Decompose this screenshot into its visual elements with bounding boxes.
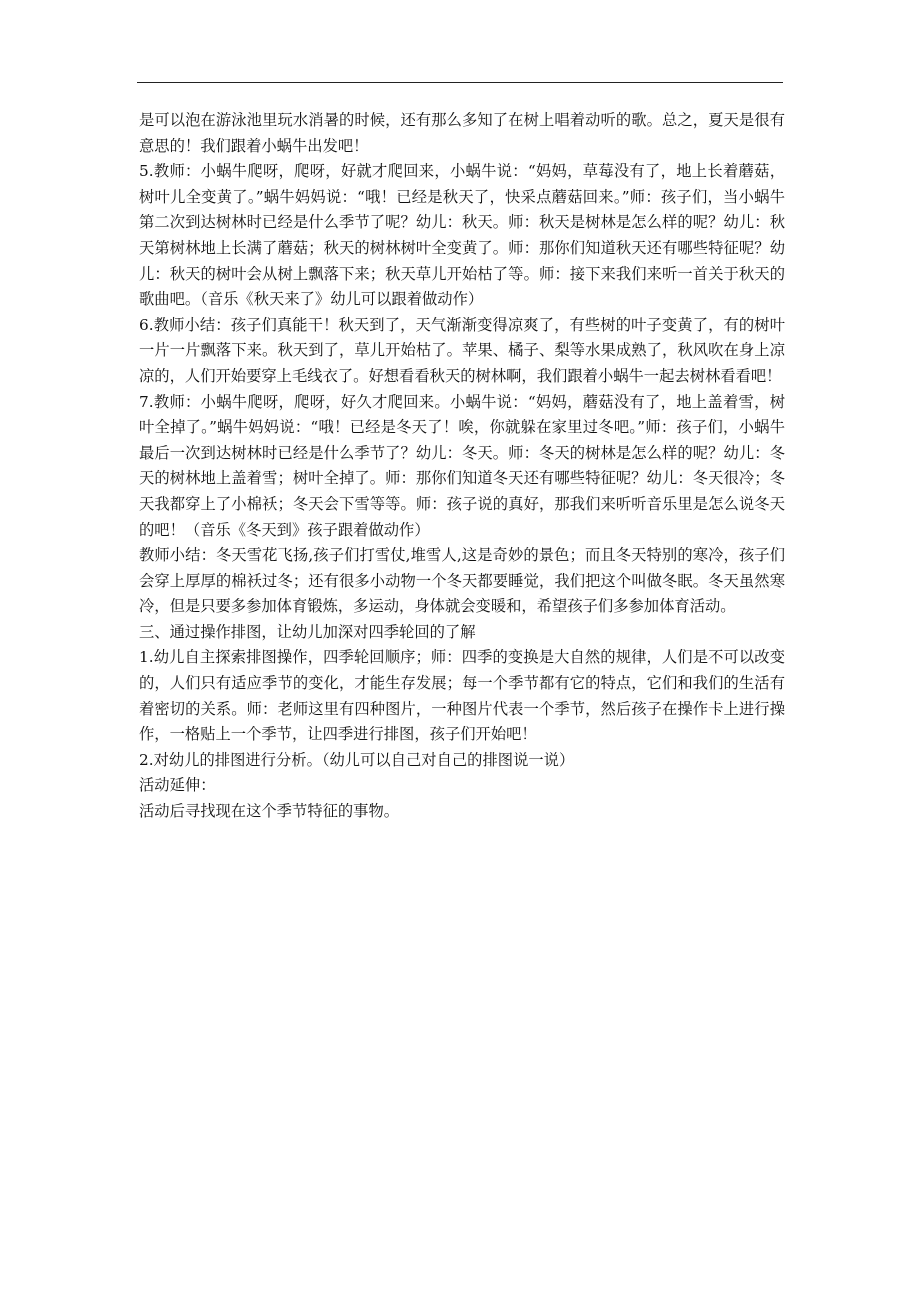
extension-heading: 活动延伸： <box>139 776 216 795</box>
section-heading-3: 三、通过操作排图，让幼儿加深对四季轮回的了解 <box>139 622 476 641</box>
paragraph-sorting-step-2: 2.对幼儿的排图进行分析。（幼儿可以自己对自己的排图说一说） <box>139 750 575 769</box>
document-body <box>139 108 785 825</box>
paragraph-sorting-step-1: 1.幼儿自主探索排图操作，四季轮回顺序；师：四季的变换是大自然的规律，人们是不可以改变的，人们只有适应季节的变化，才能生存发展；每一个季节都有它的特点，它们和我们的生活有着密切的关系。师：老师这里有四种图片，一种图片代表一个季节，然后孩子在操作卡上进行操作，一格贴上一个季节，让四季进行排图，孩子们开始吧！ <box>139 648 785 744</box>
paragraph-extension: 活动后寻找现在这个季节特征的事物。 <box>139 802 400 821</box>
paragraph-step-6-autumn-summary: 6.教师小结：孩子们真能干！秋天到了，天气渐渐变得凉爽了，有些树的叶子变黄了，有的树叶一片一片飘落下来。秋天到了，草儿开始枯了。苹果、橘子、梨等水果成熟了，秋风吹在身上凉凉的，人们开始要穿上毛线衣了。好想看看秋天的树林啊，我们跟着小蜗牛一起去树林看看吧！ <box>139 315 785 385</box>
paragraph-winter-summary: 教师小结：冬天雪花飞扬,孩子们打雪仗,堆雪人,这是奇妙的景色；而且冬天特别的寒冷，孩子们会穿上厚厚的棉袄过冬；还有很多小动物一个冬天都要睡觉，我们把这个叫做冬眠。冬天虽然寒冷，但是只要多参加体育锻炼，多运动，身体就会变暖和，希望孩子们多参加体育活动。 <box>139 546 785 616</box>
paragraph-step-5-autumn: 5.教师：小蜗牛爬呀，爬呀，好就才爬回来，小蜗牛说：“妈妈，草莓没有了，地上长着蘑菇，树叶儿全变黄了。”蜗牛妈妈说：“哦！已经是秋天了，快采点蘑菇回来。”师：孩子们，当小蜗牛第二次到达树林时已经是什么季节了呢？幼儿：秋天。师：秋天是树林是怎么样的呢？幼儿：秋天第树林地上长满了蘑菇；秋天的树林树叶全变黄了。师：那你们知道秋天还有哪些特征呢？幼儿：秋天的树叶会从树上飘落下来；秋天草儿开始枯了等。师：接下来我们来听一首关于秋天的歌曲吧。（音乐《秋天来了》幼儿可以跟着做动作） <box>139 162 785 309</box>
paragraph-step-7-winter: 7.教师：小蜗牛爬呀，爬呀，好久才爬回来。小蜗牛说：“妈妈，蘑菇没有了，地上盖着雪，树叶全掉了。”蜗牛妈妈说：“哦！已经是冬天了！唉，你就躲在家里过冬吧。”师：孩子们，小蜗牛最后一次到达树林时已经是什么季节了？幼儿：冬天。师：冬天的树林是怎么样的呢？幼儿：冬天的树林地上盖着雪；树叶全掉了。师：那你们知道冬天还有哪些特征呢？幼儿：冬天很冷；冬天我都穿上了小棉袄；冬天会下雪等等。师：孩子说的真好，那我们来听听音乐里是怎么说冬天的吧！（音乐《冬天到》孩子跟着做动作） <box>139 392 785 539</box>
paragraph-summer-ending: 是可以泡在游泳池里玩水消暑的时候，还有那么多知了在树上唱着动听的歌。总之，夏天是很有意思的！我们跟着小蜗牛出发吧！ <box>139 111 785 155</box>
header-rule <box>137 82 783 83</box>
